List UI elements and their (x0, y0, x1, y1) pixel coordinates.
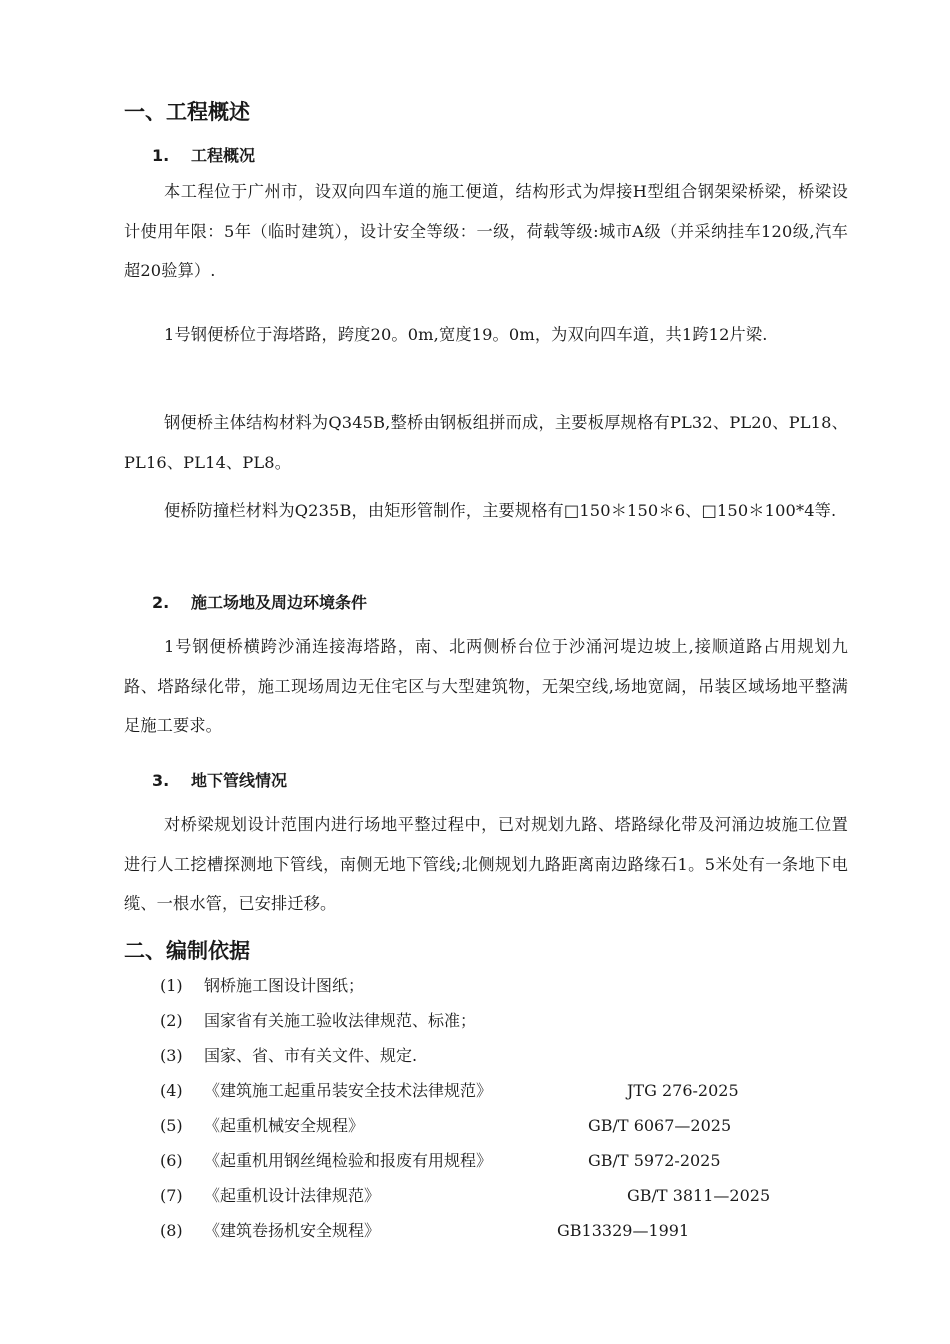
subheading-title: 地下管线情况 (191, 771, 288, 790)
reference-item (160, 1221, 690, 1241)
subheading-project-overview (152, 146, 255, 166)
reference-item (160, 1116, 732, 1136)
reference-item (160, 1081, 739, 1101)
paragraph-site-conditions: 1号钢便桥横跨沙涌连接海塔路，南、北两侧桥台位于沙涌河堤边坡上,接顺道路占用规划九路、塔路绿化带，施工现场周边无住宅区与大型建筑物，无架空线,场地宽阔，吊装区域场地平整满足施工要求。 (124, 637, 848, 735)
reference-item (160, 1046, 417, 1066)
subheading-number: 3. (152, 771, 170, 790)
reference-number: (7) (160, 1186, 183, 1205)
subheading-title: 工程概况 (191, 146, 256, 165)
reference-text: 《起重机设计法律规范》 (204, 1186, 381, 1205)
paragraph-underground-pipelines: 对桥梁规划设计范围内进行场地平整过程中，已对规划九路、塔路绿化带及河涌边坡施工位置进行人工挖槽探测地下管线，南侧无地下管线;北侧规划九路距离南边路缘石1。5米处有一条地下电缆、一根水管，已安排迁移。 (124, 815, 848, 913)
reference-code: GB/T 5972-2025 (588, 1151, 721, 1170)
reference-text: 国家省有关施工验收法律规范、标准； (204, 1011, 477, 1030)
reference-item (160, 1151, 721, 1171)
reference-text: 《建筑施工起重吊装安全技术法律规范》 (204, 1081, 493, 1100)
reference-code: GB/T 3811—2025 (627, 1186, 771, 1205)
reference-code: JTG 276-2025 (627, 1081, 739, 1100)
section-heading-overview: 一、工程概述 (124, 100, 250, 124)
reference-number: (5) (160, 1116, 183, 1135)
subheading-number: 2. (152, 593, 170, 612)
reference-number: (4) (160, 1081, 183, 1100)
reference-number: (6) (160, 1151, 183, 1170)
reference-text: 《建筑卷扬机安全规程》 (204, 1221, 381, 1240)
reference-text: 国家、省、市有关文件、规定. (204, 1046, 418, 1065)
reference-number: (8) (160, 1221, 183, 1240)
reference-text: 钢桥施工图设计图纸； (204, 976, 365, 995)
reference-code: GB13329—1991 (557, 1221, 690, 1240)
subheading-site-conditions (152, 593, 367, 613)
paragraph-bridge-span: 1号钢便桥位于海塔路，跨度20。0m,宽度19。0m，为双向四车道，共1跨12片梁. (164, 325, 768, 344)
subheading-number: 1. (152, 146, 170, 165)
reference-code: GB/T 6067—2025 (588, 1116, 732, 1135)
reference-text: 《起重机用钢丝绳检验和报废有用规程》 (204, 1151, 493, 1170)
reference-item (160, 976, 364, 996)
reference-number: (1) (160, 976, 183, 995)
subheading-title: 施工场地及周边环境条件 (191, 593, 368, 612)
paragraph-project-location: 本工程位于广州市，设双向四车道的施工便道，结构形式为焊接H型组合钢架梁桥梁，桥梁设计使用年限：5年（临时建筑），设计安全等级：一级，荷载等级:城市A级（并采纳挂车120级,汽车超20验算）. (124, 182, 848, 280)
paragraph-guardrail: 便桥防撞栏材料为Q235B，由矩形管制作，主要规格有□150＊150＊6、□150＊100*4等. (164, 501, 837, 520)
reference-number: (3) (160, 1046, 183, 1065)
section-heading-basis: 二、编制依据 (124, 939, 250, 963)
reference-item (160, 1011, 476, 1031)
reference-item (160, 1186, 771, 1206)
reference-text: 《起重机械安全规程》 (204, 1116, 365, 1135)
reference-number: (2) (160, 1011, 183, 1030)
paragraph-steel-material: 钢便桥主体结构材料为Q345B,整桥由钢板组拼而成，主要板厚规格有PL32、PL20、PL18、PL16、PL14、PL8。 (124, 413, 848, 472)
subheading-underground-pipelines (152, 771, 287, 791)
